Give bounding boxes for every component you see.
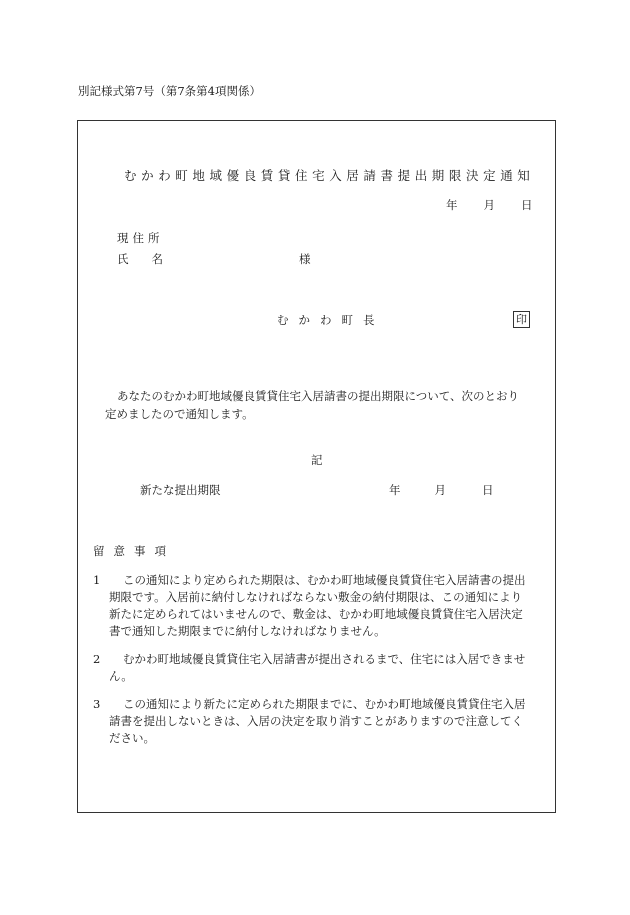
note-line: この通知により新たに定められた期限までに、むかわ町地域優良賃貸住宅入居 bbox=[123, 697, 526, 711]
new-deadline-date bbox=[389, 482, 494, 498]
note-line: 新たに定められてはいませんので、敷金は、むかわ町地域優良賃貸住宅入居決定 bbox=[109, 607, 523, 621]
form-number-label: 別記様式第7号（第7条第4項関係） bbox=[78, 84, 261, 98]
notes-heading: 留意事項 bbox=[93, 544, 175, 558]
note-item bbox=[93, 572, 543, 640]
note-line: この通知により定められた期限は、むかわ町地域優良賃貸住宅入居請書の提出 bbox=[123, 573, 526, 587]
note-line: 期限です。入居前に納付しなければならない敷金の納付期限は、この通知により bbox=[109, 590, 523, 604]
new-deadline-label: 新たな提出期限 bbox=[140, 483, 221, 497]
note-number: 2 bbox=[93, 652, 101, 666]
body-line: あなたのむかわ町地域優良賃貸住宅入居請書の提出期限について、次のとおり bbox=[117, 389, 520, 403]
month-label: 月 bbox=[483, 198, 495, 212]
year-label: 年 bbox=[389, 483, 401, 497]
name-label: 氏 名 bbox=[117, 252, 163, 266]
ki-heading: 記 bbox=[311, 453, 323, 467]
note-line: ださい。 bbox=[109, 731, 155, 745]
body-line: 定めましたので通知します。 bbox=[105, 407, 254, 421]
address-label: 現住所 bbox=[117, 231, 164, 245]
note-line: むかわ町地域優良賃貸住宅入居請書が提出されるまで、住宅には入居できませ bbox=[123, 652, 526, 666]
day-label: 日 bbox=[521, 198, 533, 212]
note-line: 書で通知した期限までに納付しなければなりません。 bbox=[109, 624, 386, 638]
notice-body bbox=[105, 387, 537, 423]
note-number: 1 bbox=[93, 573, 101, 587]
note-number: 3 bbox=[93, 697, 101, 711]
issuer-name: むかわ町長 bbox=[277, 313, 385, 327]
year-label: 年 bbox=[446, 198, 458, 212]
note-line: 請書を提出しないときは、入居の決定を取り消すことがありますので注意してく bbox=[109, 714, 523, 728]
document-title: むかわ町地域優良賃貸住宅入居請書提出期限決定通知 bbox=[124, 168, 535, 183]
issue-date bbox=[446, 197, 533, 213]
recipient-name-row bbox=[117, 251, 311, 267]
month-label: 月 bbox=[434, 483, 446, 497]
note-item bbox=[93, 651, 543, 685]
note-line: ん。 bbox=[109, 669, 133, 683]
note-item bbox=[93, 696, 543, 747]
day-label: 日 bbox=[482, 483, 494, 497]
seal-mark: 印 bbox=[513, 311, 530, 328]
honorific: 様 bbox=[299, 252, 311, 266]
